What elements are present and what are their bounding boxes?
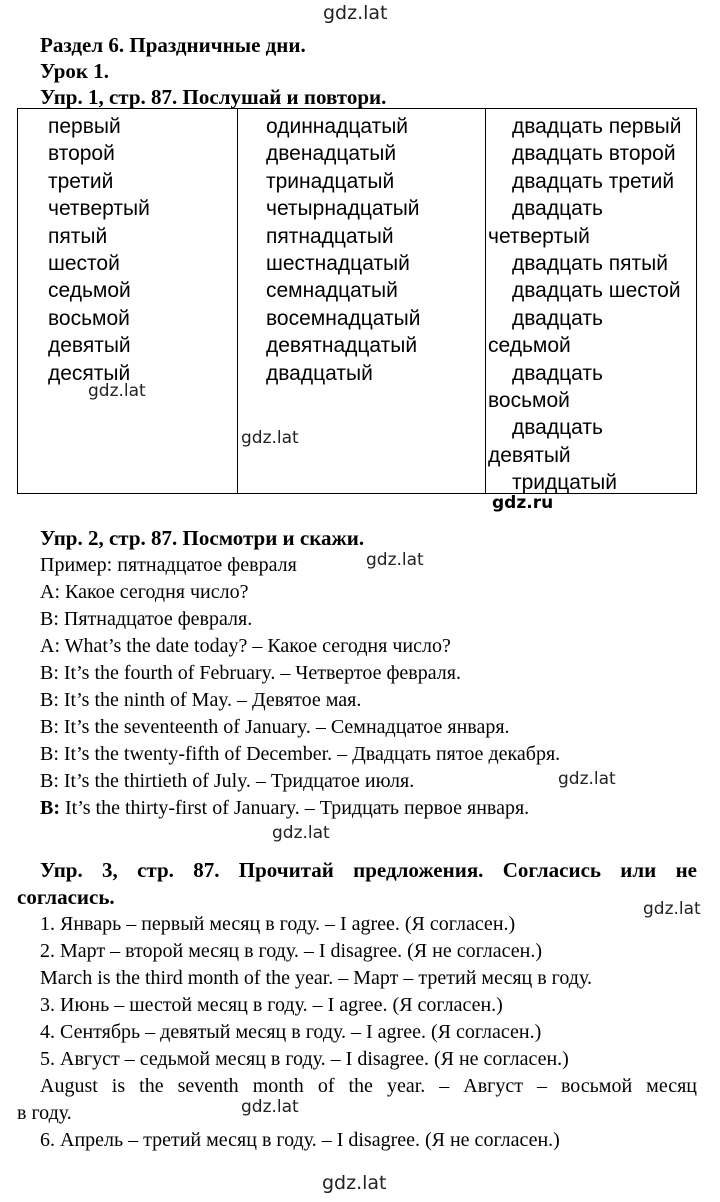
table-cell: тринадцатый: [266, 169, 395, 193]
table-cell: пятнадцатый: [266, 224, 394, 248]
table-cell: восьмой: [48, 306, 130, 330]
table-cell: четвертый: [48, 197, 150, 221]
watermark: gdz.lat: [241, 1097, 299, 1117]
table-cell: пятый: [48, 224, 108, 248]
watermark: gdz.lat: [241, 428, 299, 448]
table-cell: девятнадцатый: [266, 334, 418, 358]
section-title: Раздел 6. Праздничные дни.: [40, 33, 306, 57]
watermark-top: gdz.lat: [323, 2, 388, 24]
table-cell: двадцать: [512, 306, 603, 330]
table-cell: одиннадцатый: [266, 115, 409, 138]
table-cell: третий: [48, 169, 114, 193]
watermark-gdz-ru: gdz.ru: [492, 493, 554, 513]
line-text: It’s the thirty-first of January. – Тридцать первое января.: [60, 797, 530, 819]
watermark: gdz.lat: [558, 769, 616, 789]
table-divider: [485, 109, 486, 493]
line-text: B: It’s the fourth of February. – Четвертое февраля.: [40, 662, 461, 684]
table-cell: двадцать шестой: [512, 279, 681, 303]
exercise-1-title: Упр. 1, стр. 87. Послушай и повтори.: [40, 85, 387, 109]
dialogue-line: [40, 714, 560, 741]
exercise-3-line: 2. Март – второй месяц в году. – I disagree. (Я не согласен.): [40, 940, 542, 962]
lesson-title: Урок 1.: [40, 59, 109, 83]
ordinal-numbers-table: [17, 108, 697, 494]
dialogue-line: [40, 660, 560, 687]
exercise-3-line: в году.: [17, 1102, 72, 1124]
exercise-3-line: 6. Апрель – третий месяц в году. – I disagree. (Я не согласен.): [40, 1129, 560, 1151]
table-cell: двадцать: [512, 416, 603, 440]
line-text: A: What’s the date today? – Какое сегодня число?: [40, 635, 451, 657]
watermark-bottom: gdz.lat: [322, 1172, 387, 1194]
exercise-3-line: 4. Сентябрь – девятый месяц в году. – I agree. (Я согласен.): [40, 1021, 542, 1043]
line-text: B: It’s the ninth of May. – Девятое мая.: [40, 689, 362, 711]
table-column-2: [266, 113, 420, 387]
line-text: B: It’s the thirtieth of July. – Тридцатое июля.: [40, 770, 415, 792]
exercise-3-title: Упр. 3, стр. 87. Прочитай предложения. Согласись или не: [40, 858, 697, 882]
line-text: B: It’s the seventeenth of January. – Семнадцатое января.: [40, 716, 510, 738]
dialogue-line: [40, 606, 560, 633]
table-cell: первый: [48, 115, 121, 138]
dialogue-line: [40, 795, 560, 822]
table-cell: восемнадцатый: [266, 306, 421, 330]
watermark: gdz.lat: [366, 550, 424, 570]
table-cell: двадцать второй: [512, 142, 676, 166]
table-cell: четырнадцатый: [266, 197, 420, 221]
watermark: gdz.lat: [643, 899, 701, 919]
dialogue-line: [40, 552, 560, 579]
exercise-2-dialogue: [40, 552, 560, 822]
exercise-3-line: March is the third month of the year. – Март – третий месяц в году.: [40, 967, 592, 989]
exercise-3-line: 5. Август – седьмой месяц в году. – I disagree. (Я не согласен.): [40, 1048, 569, 1070]
dialogue-line: [40, 768, 560, 795]
exercise-3-line: 3. Июнь – шестой месяц в году. – I agree. (Я согласен.): [40, 994, 503, 1016]
table-cell: восьмой: [488, 389, 570, 413]
table-cell: шестой: [48, 252, 120, 276]
table-divider: [237, 109, 238, 493]
table-column-3: [488, 113, 681, 497]
table-cell: девятый: [488, 443, 571, 467]
speaker-label: B:: [40, 797, 60, 819]
exercise-3: [17, 857, 697, 1154]
table-cell: двадцать: [512, 197, 603, 221]
table-cell: двадцать пятый: [512, 252, 668, 276]
table-cell: двенадцатый: [266, 142, 397, 166]
table-cell: двадцать: [512, 361, 603, 385]
exercise-3-line: 1. Январь – первый месяц в году. – I agree. (Я согласен.): [40, 913, 516, 935]
dialogue-line: [40, 741, 560, 768]
table-cell: девятый: [48, 334, 131, 358]
table-cell: двадцать третий: [512, 169, 675, 193]
watermark: gdz.lat: [88, 381, 146, 401]
line-text: B: It’s the twenty-fifth of December. – Двадцать пятое декабря.: [40, 743, 561, 765]
watermark: gdz.lat: [272, 823, 330, 843]
table-cell: двадцатый: [266, 361, 373, 385]
line-text: A: Какое сегодня число?: [40, 581, 249, 603]
table-cell: двадцать первый: [512, 115, 682, 138]
dialogue-line: [40, 633, 560, 660]
exercise-2-title: Упр. 2, стр. 87. Посмотри и скажи.: [40, 526, 365, 550]
table-column-1: [48, 113, 150, 387]
table-cell: семнадцатый: [266, 279, 398, 303]
exercise-3-line: August is the seventh month of the year. – Август – восьмой месяц: [40, 1075, 697, 1097]
line-text: Пример: пятнадцатое февраля: [40, 554, 297, 576]
table-cell: второй: [48, 142, 115, 166]
dialogue-line: [40, 579, 560, 606]
table-cell: седьмой: [48, 279, 131, 303]
table-cell: тридцатый: [512, 471, 617, 495]
exercise-3-title-cont: согласись.: [17, 885, 115, 909]
line-text: B: Пятнадцатое февраля.: [40, 608, 253, 630]
table-cell: шестнадцатый: [266, 252, 410, 276]
table-cell: седьмой: [488, 334, 571, 358]
table-cell: четвертый: [488, 224, 590, 248]
table-cell: десятый: [48, 361, 131, 385]
dialogue-line: [40, 687, 560, 714]
